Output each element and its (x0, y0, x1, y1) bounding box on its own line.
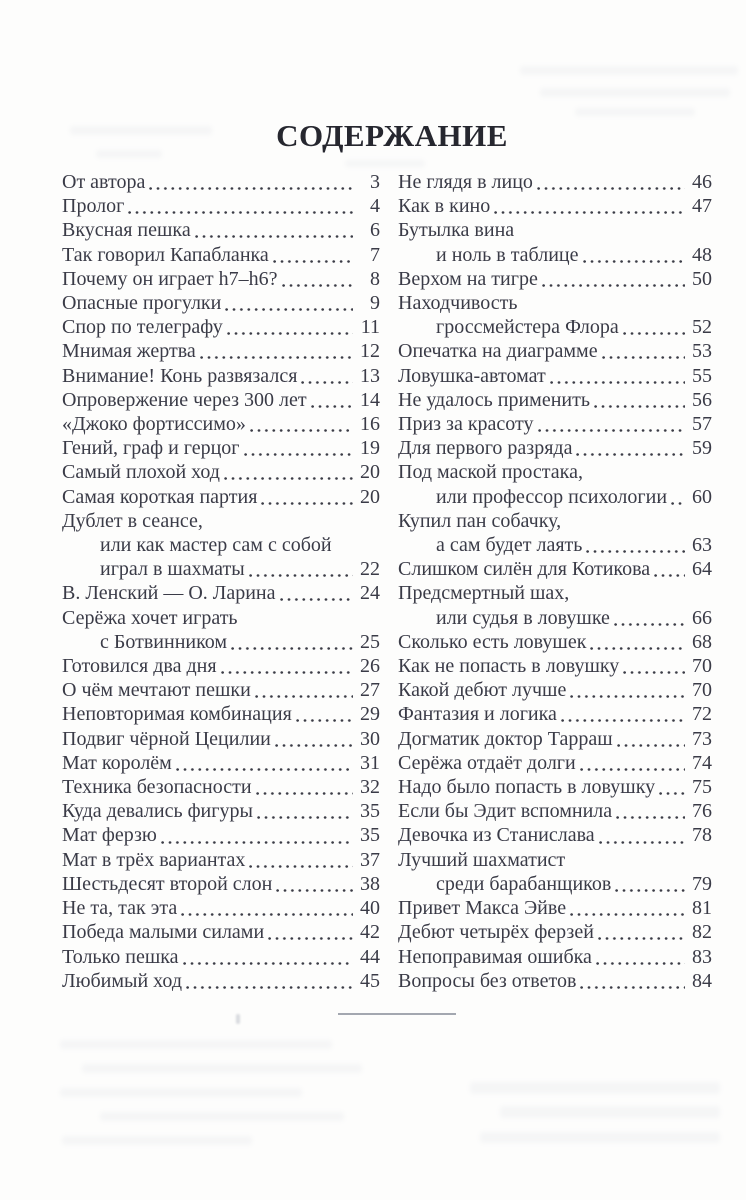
toc-entry-page-number: 14 (360, 388, 380, 411)
toc-entry-label: гроссмейстера Флора (436, 316, 619, 339)
toc-entry-page-number: 56 (692, 388, 712, 411)
leader-dots (590, 388, 688, 412)
toc-entry-page-number: 12 (360, 340, 380, 363)
toc-entry-page-number: 13 (360, 364, 380, 387)
toc-entry-label: Непоправимая ошибка (398, 945, 592, 968)
toc-entry-page-number: 76 (692, 800, 712, 823)
toc-entry-label: Для первого разряда (398, 437, 573, 460)
toc-entry (62, 678, 380, 702)
toc-entry-page-number: 57 (692, 413, 712, 436)
bleed-through-artifact (60, 1040, 332, 1049)
leader-dots (586, 630, 688, 654)
toc-entry-label: Как в кино (398, 195, 491, 218)
toc-entry-label: Серёжа хочет играть (62, 606, 238, 629)
toc-entry (62, 896, 380, 920)
leader-dots (572, 436, 688, 460)
toc-entry-page-number: 60 (692, 485, 712, 508)
toc-entry (62, 485, 380, 509)
leader-dots (172, 751, 356, 775)
toc-entry (62, 315, 380, 339)
toc-entry (398, 436, 712, 460)
toc-entry-page-number: 81 (692, 897, 712, 920)
toc-entry-page-number: 70 (692, 655, 712, 678)
leader-dots (253, 799, 356, 823)
toc-entry-page-number: 72 (692, 703, 712, 726)
leader-dots (245, 557, 356, 581)
leader-dots (582, 533, 688, 557)
toc-entry-page-number: 6 (370, 219, 380, 242)
leader-dots (220, 460, 356, 484)
toc-entry-label: Дебют четырёх ферзей (398, 921, 594, 944)
toc-entry-page-number: 40 (360, 897, 380, 920)
toc-entry-label: Не та, так эта (62, 897, 178, 920)
toc-entry (62, 823, 380, 847)
toc-entry (62, 751, 380, 775)
leader-dots (592, 945, 688, 969)
toc-entry-label: Какой дебют лучше (398, 679, 567, 702)
toc-entry-page-number: 35 (360, 824, 380, 847)
toc-entry (62, 557, 380, 581)
toc-entry-label: Лучший шахматист (398, 848, 566, 871)
leader-dots (576, 751, 688, 775)
toc-entry (62, 509, 380, 533)
leader-dots (538, 267, 688, 291)
toc-entry (398, 654, 712, 678)
toc-entry (398, 460, 712, 484)
bleed-through-artifact (82, 1064, 362, 1073)
toc-entry-label: играл в шахматы (100, 558, 245, 581)
toc-entry-page-number: 46 (692, 171, 712, 193)
toc-entry-page-number: 26 (360, 655, 380, 678)
toc-entry (398, 291, 712, 315)
bleed-through-artifact (470, 1082, 720, 1094)
toc-entry-label: Приз за красоту (398, 413, 534, 436)
toc-entry (398, 509, 712, 533)
toc-entry (62, 920, 380, 944)
toc-entry-label: Надо было попасть в ловушку (398, 776, 656, 799)
toc-entry-page-number: 75 (692, 776, 712, 799)
toc-entry (62, 702, 380, 726)
toc-entry-label: Не удалось применить (398, 388, 590, 411)
toc-entry-page-number: 25 (360, 630, 380, 653)
toc-entry-label: Подвиг чёрной Цецилии (62, 727, 271, 750)
leader-dots (594, 920, 688, 944)
toc-entry-label: «Джоко фортиссимо» (62, 413, 246, 436)
toc-entry (62, 243, 380, 267)
toc-entry-page-number: 9 (370, 292, 380, 315)
toc-entry-label: Вопросы без ответов (398, 969, 577, 992)
leader-dots (223, 315, 356, 339)
toc-entry-page-number: 84 (692, 969, 712, 992)
toc-entry (398, 678, 712, 702)
toc-entry (398, 896, 712, 920)
toc-entry (398, 388, 712, 412)
toc-entry-page-number: 64 (692, 558, 712, 581)
toc-entry-page-number: 50 (692, 267, 712, 290)
toc-entry (62, 872, 380, 896)
toc-entry-label: Пролог (62, 195, 125, 218)
toc-entry-page-number: 70 (692, 679, 712, 702)
toc-entry-page-number: 48 (692, 243, 712, 266)
leader-dots (533, 170, 688, 194)
toc-left-column (62, 170, 380, 993)
leader-dots (557, 702, 688, 726)
toc-entry-page-number: 45 (360, 969, 380, 992)
leader-dots (307, 388, 356, 412)
bleed-through-artifact (575, 108, 695, 116)
bleed-through-artifact (60, 1088, 302, 1097)
toc-entry-page-number: 4 (370, 195, 380, 218)
toc-entry-page-number: 42 (360, 921, 380, 944)
leader-dots (546, 364, 688, 388)
toc-entry-label: Не глядя в лицо (398, 171, 533, 193)
toc-entry-page-number: 16 (360, 413, 380, 436)
leader-dots (534, 412, 688, 436)
toc-entry-label: Дублет в сеансе, (62, 509, 203, 532)
toc-entry-label: В. Ленский — О. Ларина (62, 582, 276, 605)
toc-entry-page-number: 20 (360, 485, 380, 508)
leader-dots (124, 194, 356, 218)
toc-entry-label: О чём мечтают пешки (62, 679, 251, 702)
toc-entry-label: Мат королём (62, 751, 172, 774)
toc-entry (62, 388, 380, 412)
toc-entry (62, 581, 380, 605)
leader-dots (566, 896, 688, 920)
toc-entry-label: От автора (62, 171, 146, 193)
toc-entry-page-number: 31 (360, 751, 380, 774)
toc-entry-label: Бутылка вина (398, 219, 515, 242)
toc-entry (398, 412, 712, 436)
toc-entry (62, 775, 380, 799)
toc-entry-page-number: 73 (692, 727, 712, 750)
toc-entry-page-number: 63 (692, 534, 712, 557)
toc-entry-label: Догматик доктор Тарраш (398, 727, 613, 750)
leader-dots (612, 799, 688, 823)
toc-entry (398, 218, 712, 242)
footer-rule (338, 1013, 456, 1015)
toc-entry-label: Мат в трёх вариантах (62, 848, 246, 871)
toc-entry (398, 823, 712, 847)
toc-entry (398, 533, 712, 557)
toc-entry (62, 606, 380, 630)
toc-entry (398, 920, 712, 944)
toc-entry (398, 630, 712, 654)
toc-entry (62, 170, 380, 194)
toc-entry-page-number: 32 (360, 776, 380, 799)
leader-dots (611, 872, 688, 896)
toc-entry-label: или как мастер сам с собой (100, 534, 332, 557)
toc-entry (62, 460, 380, 484)
toc-entry-label: Почему он играет h7–h6? (62, 267, 278, 290)
toc-entry-label: Только пешка (62, 945, 179, 968)
toc-entry-page-number: 68 (692, 630, 712, 653)
leader-dots (595, 823, 688, 847)
leader-dots (566, 678, 688, 702)
book-page (62, 118, 712, 993)
toc-entry-label: среди барабанщиков (436, 872, 612, 895)
toc-entry (398, 581, 712, 605)
bleed-through-artifact (62, 1136, 252, 1145)
leader-dots (272, 872, 356, 896)
toc-entry-label: Если бы Эдит вспомнила (398, 800, 613, 823)
leader-dots (579, 243, 689, 267)
toc-entry-page-number: 3 (370, 171, 380, 193)
leader-dots (227, 630, 356, 654)
toc-entry (62, 969, 380, 993)
leader-dots (177, 896, 356, 920)
toc-entry-page-number: 66 (692, 606, 712, 629)
toc-entry (62, 364, 380, 388)
toc-entry-label: Под маской простака, (398, 461, 583, 484)
toc-entry-label: Шестьдесят второй слон (62, 872, 273, 895)
leader-dots (196, 339, 356, 363)
toc-entry (62, 339, 380, 363)
toc-entry-label: Спор по телеграфу (62, 316, 223, 339)
leader-dots (240, 436, 357, 460)
toc-entry-label: Любимый ход (62, 969, 183, 992)
toc-entry-label: Находчивость (398, 292, 518, 315)
toc-entry (62, 848, 380, 872)
toc-entry-page-number: 30 (360, 727, 380, 750)
leader-dots (157, 823, 356, 847)
toc-entry-label: Мнимая жертва (62, 340, 196, 363)
toc-entry-label: Девочка из Станислава (398, 824, 595, 847)
toc-columns (62, 170, 712, 993)
toc-entry-page-number: 55 (692, 364, 712, 387)
toc-entry-label: или судья в ловушке (436, 606, 610, 629)
toc-entry (398, 194, 712, 218)
toc-entry-page-number: 27 (360, 679, 380, 702)
leader-dots (576, 969, 688, 993)
leader-dots (297, 364, 356, 388)
toc-entry-label: Сколько есть ловушек (398, 630, 587, 653)
leader-dots (251, 678, 356, 702)
leader-dots (598, 339, 688, 363)
toc-right-column (398, 170, 712, 993)
toc-entry (62, 267, 380, 291)
bleed-through-artifact (100, 1112, 344, 1121)
leader-dots (619, 654, 688, 678)
toc-entry (398, 775, 712, 799)
toc-entry (398, 872, 712, 896)
toc-entry (62, 533, 380, 557)
toc-entry (62, 630, 380, 654)
leader-dots (246, 412, 356, 436)
toc-entry-label: Самый плохой ход (62, 461, 220, 484)
toc-entry-label: Фантазия и логика (398, 703, 557, 726)
toc-entry (62, 412, 380, 436)
toc-entry-page-number: 7 (370, 243, 380, 266)
toc-entry (398, 243, 712, 267)
leader-dots (252, 775, 356, 799)
toc-entry (398, 364, 712, 388)
leader-dots (191, 218, 356, 242)
leader-dots (271, 727, 356, 751)
toc-entry-page-number: 22 (360, 558, 380, 581)
toc-entry-page-number: 38 (360, 872, 380, 895)
toc-entry (62, 727, 380, 751)
leader-dots (269, 243, 356, 267)
bleed-through-artifact (480, 1132, 720, 1143)
toc-entry (62, 654, 380, 678)
leader-dots (490, 194, 688, 218)
toc-entry (398, 702, 712, 726)
toc-entry-page-number: 52 (692, 316, 712, 339)
toc-entry-page-number: 59 (692, 437, 712, 460)
toc-entry-label: Ловушка-автомат (398, 364, 546, 387)
toc-entry-label: Техника безопасности (62, 776, 252, 799)
toc-entry-label: или профессор психологии (436, 485, 668, 508)
toc-entry-label: Серёжа отдаёт долги (398, 751, 576, 774)
bleed-through-artifact (520, 66, 738, 75)
leader-dots (655, 775, 688, 799)
toc-entry-label: Готовился два дня (62, 655, 217, 678)
toc-entry-label: Предсмертный шах, (398, 582, 570, 605)
toc-entry-label: Так говорил Капабланка (62, 243, 269, 266)
toc-entry-label: Опечатка на диаграмме (398, 340, 598, 363)
toc-entry-label: Опасные прогулки (62, 292, 222, 315)
toc-entry (62, 218, 380, 242)
leader-dots (667, 485, 688, 509)
leader-dots (179, 945, 356, 969)
toc-entry-label: Неповторимая комбинация (62, 703, 292, 726)
toc-entry-label: Куда девались фигуры (62, 800, 253, 823)
toc-entry-label: Победа малыми силами (62, 921, 265, 944)
toc-entry-page-number: 78 (692, 824, 712, 847)
toc-entry (398, 727, 712, 751)
toc-entry-page-number: 20 (360, 461, 380, 484)
toc-entry-page-number: 79 (692, 872, 712, 895)
toc-entry-label: а сам будет лаять (436, 534, 583, 557)
toc-entry (398, 945, 712, 969)
toc-entry (398, 557, 712, 581)
page-title: СОДЕРЖАНИЕ (276, 118, 508, 153)
toc-entry-page-number: 44 (360, 945, 380, 968)
toc-entry (398, 848, 712, 872)
toc-entry-label: Верхом на тигре (398, 267, 538, 290)
leader-dots (245, 848, 356, 872)
toc-entry (398, 170, 712, 194)
toc-entry-page-number: 35 (360, 800, 380, 823)
toc-entry-label: с Ботвинником (100, 630, 228, 653)
toc-entry-label: Самая короткая партия (62, 485, 258, 508)
leader-dots (613, 727, 688, 751)
toc-entry-label: Гений, граф и герцог (62, 437, 240, 460)
toc-entry (398, 315, 712, 339)
toc-entry-page-number: 82 (692, 921, 712, 944)
leader-dots (276, 581, 356, 605)
toc-entry-page-number: 19 (360, 437, 380, 460)
bleed-through-artifact (500, 1106, 720, 1118)
leader-dots (145, 170, 356, 194)
leader-dots (278, 267, 357, 291)
toc-entry-page-number: 37 (360, 848, 380, 871)
leader-dots (182, 969, 356, 993)
leader-dots (221, 291, 356, 315)
toc-entry (62, 291, 380, 315)
toc-entry-label: Купил пан собачку, (398, 509, 562, 532)
toc-entry (62, 945, 380, 969)
toc-entry-label: Внимание! Конь развязался (62, 364, 298, 387)
toc-entry-label: Привет Макса Эйве (398, 897, 567, 920)
leader-dots (292, 702, 356, 726)
toc-entry-page-number: 47 (692, 195, 712, 218)
toc-entry-label: и ноль в таблице (436, 243, 579, 266)
toc-entry (398, 485, 712, 509)
toc-entry-page-number: 53 (692, 340, 712, 363)
toc-entry (62, 194, 380, 218)
toc-entry (398, 799, 712, 823)
toc-entry (62, 436, 380, 460)
toc-entry (398, 969, 712, 993)
leader-dots (650, 557, 688, 581)
toc-entry (398, 267, 712, 291)
toc-entry-page-number: 24 (360, 582, 380, 605)
toc-entry-page-number: 83 (692, 945, 712, 968)
toc-entry-page-number: 29 (360, 703, 380, 726)
leader-dots (619, 315, 688, 339)
toc-entry (398, 606, 712, 630)
leader-dots (257, 485, 356, 509)
leader-dots (264, 920, 356, 944)
toc-entry (398, 339, 712, 363)
toc-entry (398, 751, 712, 775)
leader-dots (610, 606, 688, 630)
toc-entry-label: Опровержение через 300 лет (62, 388, 307, 411)
toc-entry-page-number: 8 (370, 267, 380, 290)
toc-entry-label: Как не попасть в ловушку (398, 655, 620, 678)
toc-entry-label: Мат ферзю (62, 824, 157, 847)
toc-entry (62, 799, 380, 823)
toc-entry-page-number: 74 (692, 751, 712, 774)
ink-speck (236, 1014, 240, 1024)
bleed-through-artifact (540, 88, 730, 97)
toc-entry-label: Слишком силён для Котикова (398, 558, 651, 581)
toc-entry-page-number: 11 (360, 316, 380, 339)
toc-entry-label: Вкусная пешка (62, 219, 191, 242)
leader-dots (217, 654, 356, 678)
